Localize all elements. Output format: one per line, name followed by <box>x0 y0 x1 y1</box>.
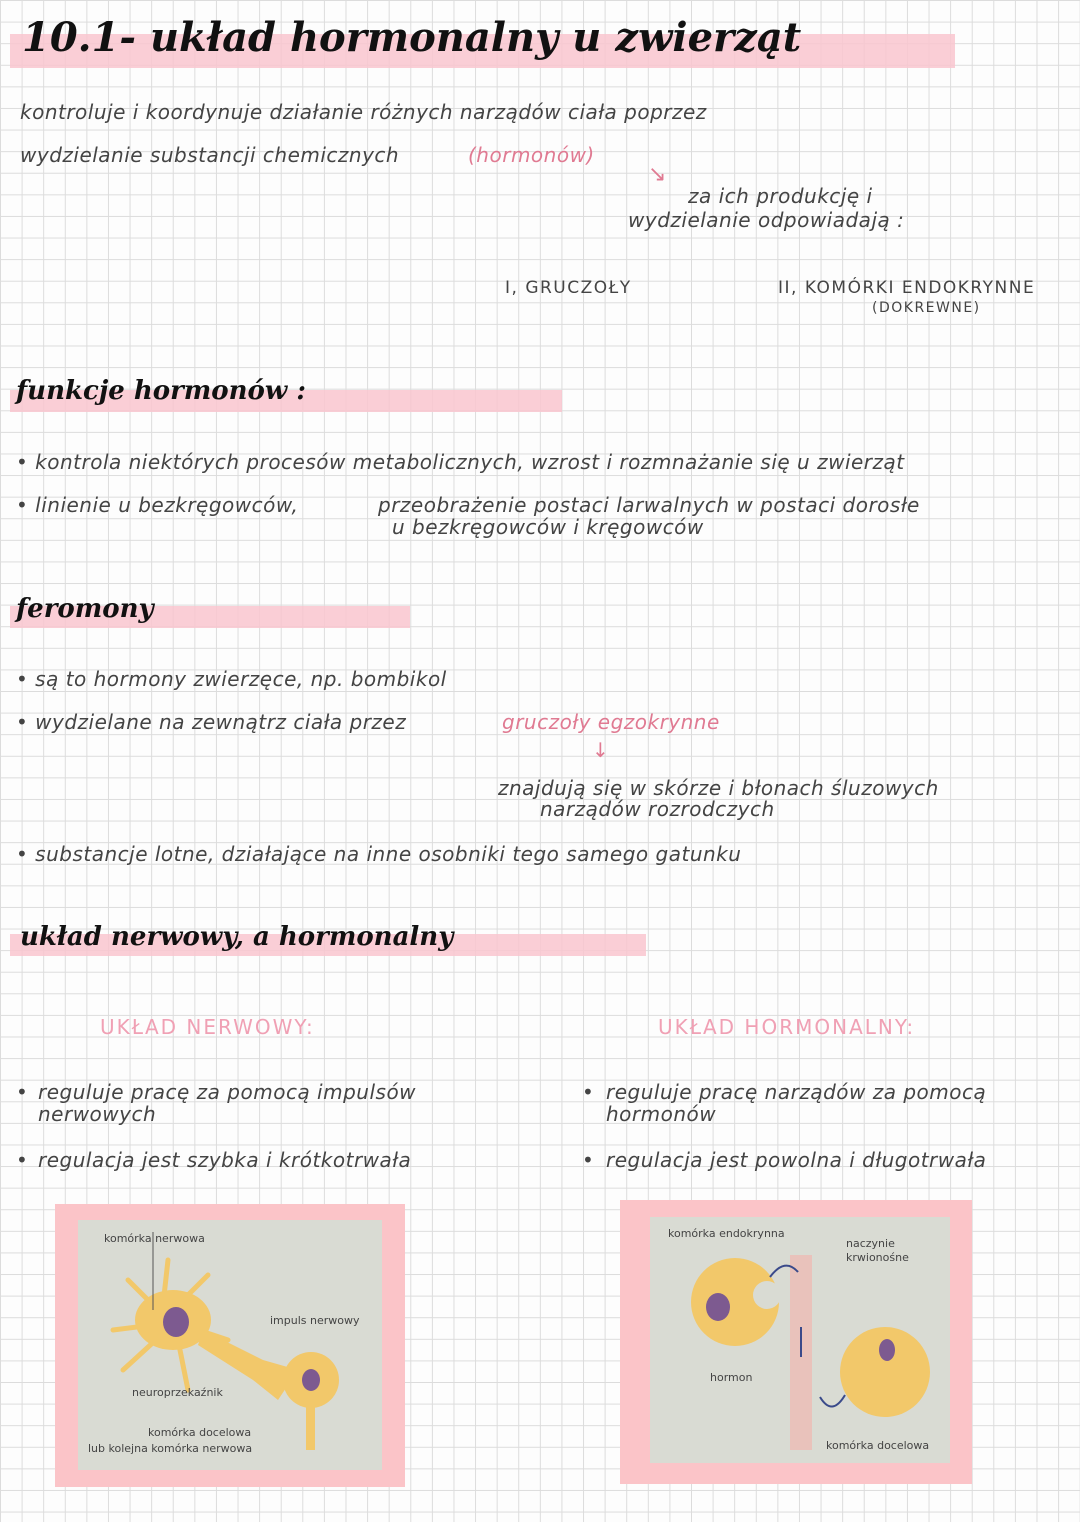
hormonal-bullet-2: regulacja jest powolna i długotrwała <box>606 1148 987 1172</box>
funkcje-heading: funkcje hormonów : <box>16 376 306 406</box>
resp-line1: za ich produkcję i <box>688 184 873 208</box>
label-blood-vessel: naczynie <box>846 1237 895 1250</box>
intro-line2: wydzielanie substancji chemicznych <box>20 143 400 167</box>
label-neurotransmitter: neuroprzekaźnik <box>132 1386 223 1399</box>
label-hormone: hormon <box>710 1371 753 1384</box>
feromony-note-2: narządów rozrodczych <box>540 797 775 821</box>
comparison-heading: układ nerwowy, a hormonalny <box>20 922 454 952</box>
item-endocrine-sub: (DOKREWNE) <box>872 300 981 316</box>
hormonal-title: UKŁAD HORMONALNY: <box>658 1015 916 1039</box>
label-target-cell: komórka docelowa <box>826 1439 930 1452</box>
intro-hormones: (hormonów) <box>468 143 595 167</box>
funkcje-bullet-2: • linienie u bezkręgowców, <box>16 493 299 517</box>
bullet-dot: • <box>16 1080 29 1104</box>
nervous-bullet-1b: nerwowych <box>38 1102 157 1126</box>
label-nerve-impulse: impuls nerwowy <box>270 1314 360 1327</box>
label-next-nerve-cell: lub kolejna komórka nerwowa <box>88 1442 253 1455</box>
bullet-dot: • <box>16 1148 29 1172</box>
label-blood-vessel-2: krwionośne <box>846 1251 909 1264</box>
label-nerve-cell: komórka nerwowa <box>104 1232 205 1245</box>
intro-line1: kontroluje i koordynuje działanie różnych narządów ciała poprzez <box>20 100 707 124</box>
hormonal-bullet-1: reguluje pracę narządów za pomocą <box>606 1080 987 1104</box>
arrow-icon: ↘ <box>648 162 667 187</box>
nervous-diagram <box>78 1220 382 1470</box>
nervous-bullet-1: reguluje pracę za pomocą impulsów <box>38 1080 417 1104</box>
page-title: 10.1- układ hormonalny u zwierząt <box>22 14 802 61</box>
nervous-bullet-2: regulacja jest szybka i krótkotrwała <box>38 1148 412 1172</box>
hormonal-diagram <box>650 1217 950 1463</box>
feromony-note-1: znajdują się w skórze i błonach śluzowych <box>498 776 939 800</box>
hormonal-bullet-1b: hormonów <box>606 1102 717 1126</box>
item-endocrine: II, KOMÓRKI ENDOKRYNNE <box>778 278 1036 298</box>
label-target-cell: komórka docelowa <box>148 1426 252 1439</box>
label-endocrine-cell: komórka endokrynna <box>668 1227 785 1240</box>
feromony-bullet-1: • są to hormony zwierzęce, np. bombikol <box>16 667 447 691</box>
resp-line2: wydzielanie odpowiadają : <box>628 208 905 232</box>
feromony-bullet-3: • substancje lotne, działające na inne osobniki tego samego gatunku <box>16 842 742 866</box>
bullet-dot: • <box>582 1080 595 1104</box>
funkcje-bullet-1: • kontrola niektórych procesów metabolicznych, wzrost i rozmnażanie się u zwierząt <box>16 450 905 474</box>
nervous-title: UKŁAD NERWOWY: <box>100 1015 315 1039</box>
funkcje-bullet-2c: u bezkręgowców i kręgowców <box>392 515 704 539</box>
feromony-heading: feromony <box>16 594 154 624</box>
arrow-down-icon: ↓ <box>592 738 609 762</box>
bullet-dot: • <box>582 1148 595 1172</box>
feromony-bullet-2: • wydzielane na zewnątrz ciała przez <box>16 710 407 734</box>
item-glands: I, GRUCZOŁY <box>505 278 632 298</box>
feromony-exocrine: gruczoły egzokrynne <box>502 710 720 734</box>
funkcje-bullet-2b: przeobrażenie postaci larwalnych w postaci dorosłe <box>378 493 920 517</box>
